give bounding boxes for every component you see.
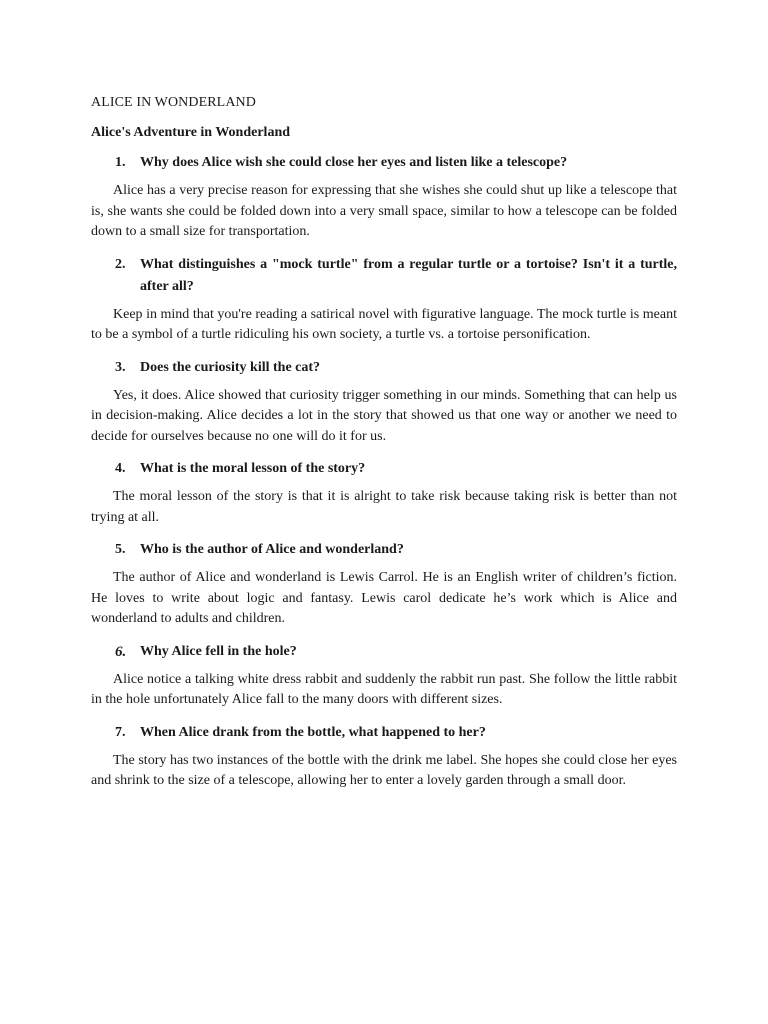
question-text: Why does Alice wish she could close her eyes and listen like a telescope? bbox=[140, 155, 568, 170]
answer-text: Alice has a very precise reason for expressing that she wishes she could shut up like a telescope that is, she wants she could be folded down into a very small space, similar to how a telescope can be folded down to a small size for transportation. bbox=[91, 183, 677, 239]
answer-text: The author of Alice and wonderland is Lewis Carrol. He is an English writer of children’s fiction. He loves to write about logic and fantasy. Lewis carol dedicate he’s work which is Alice and wonderland to adults and children. bbox=[91, 570, 677, 626]
question-number: 6. bbox=[115, 643, 127, 660]
qa-item-1 bbox=[91, 152, 677, 243]
question-text: What distinguishes a "mock turtle" from a regular turtle or a tortoise? Isn't it a turtle, after all? bbox=[140, 256, 677, 294]
question-number: 7. bbox=[115, 724, 126, 740]
question bbox=[91, 641, 677, 663]
question-text: What is the moral lesson of the story? bbox=[140, 461, 366, 476]
qa-item-7 bbox=[91, 722, 677, 792]
qa-item-4 bbox=[91, 458, 677, 528]
document-title: ALICE IN WONDERLAND bbox=[91, 95, 256, 110]
question-number: 5. bbox=[115, 542, 126, 557]
question-number: 3. bbox=[115, 359, 126, 375]
question-number: 1. bbox=[115, 155, 126, 170]
answer-text: Alice notice a talking white dress rabbit and suddenly the rabbit run past. She follow the little rabbit in the hole unfortunately Alice fall to the many doors with different sizes. bbox=[91, 671, 677, 707]
question bbox=[91, 357, 677, 379]
answer-text: Keep in mind that you're reading a satirical novel with figurative language. The mock turtle is meant to be a symbol of a turtle ridiculing his own society, a turtle vs. a tortoise personification. bbox=[91, 306, 677, 342]
answer-text: The moral lesson of the story is that it is alright to take risk because taking risk is better than not trying at all. bbox=[91, 489, 677, 525]
qa-item-5 bbox=[91, 539, 677, 630]
answer-text: Yes, it does. Alice showed that curiosity trigger something in our minds. Something that can help us in decision-making. Alice decides a lot in the story that showed us that one way or another we need to decide for ourselves because no one will do it for us. bbox=[91, 387, 677, 444]
answer-text: The story has two instances of the bottle with the drink me label. She hopes she could close her eyes and shrink to the size of a telescope, allowing her to enter a lovely garden through a small door. bbox=[91, 752, 677, 788]
question bbox=[91, 254, 677, 298]
question bbox=[91, 152, 677, 174]
qa-item-6 bbox=[91, 641, 677, 711]
qa-item-2 bbox=[91, 254, 677, 346]
document-body bbox=[91, 94, 677, 803]
question-text: Who is the author of Alice and wonderland? bbox=[140, 542, 404, 557]
question bbox=[91, 722, 677, 744]
question-number: 4. bbox=[115, 461, 126, 476]
question bbox=[91, 458, 677, 480]
question-text: Why Alice fell in the hole? bbox=[140, 643, 297, 659]
document-subtitle: Alice's Adventure in Wonderland bbox=[91, 125, 291, 140]
question-text: Does the curiosity kill the cat? bbox=[140, 359, 321, 375]
question bbox=[91, 539, 677, 561]
qa-item-3 bbox=[91, 357, 677, 448]
question-text: When Alice drank from the bottle, what happened to her? bbox=[140, 724, 486, 740]
question-number: 2. bbox=[115, 256, 126, 272]
